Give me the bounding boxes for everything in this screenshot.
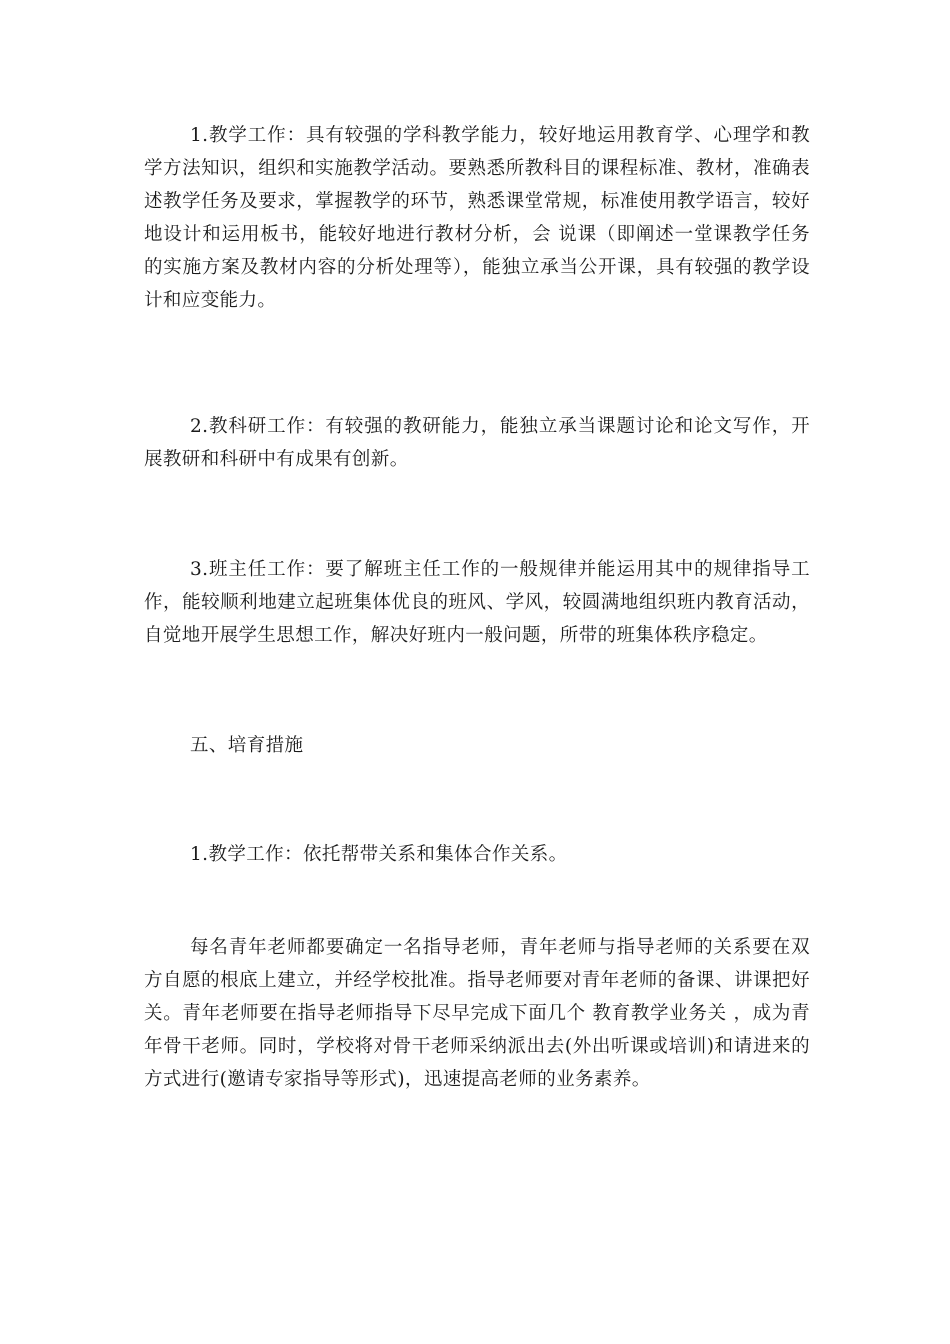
paragraph-mentor-system: 每名青年老师都要确定一名指导老师，青年老师与指导老师的关系要在双方自愿的根底上建立，并经学校批准。指导老师要对青年老师的备课、讲课把好关。青年老师要在指导老师指导下尽早完成下面几个 教育教学业务关 ，成为青年骨干老师。同时，学校将对骨干老师采纳派出去(外出听课或培训)和请进来的方式进行(邀请专家指导等形式)，迅速提高老师的业务素养。 [144, 937, 810, 1090]
section-heading-measures: 五、培育措施 [190, 735, 304, 756]
paragraph-teaching-work: 1.教学工作：具有较强的学科教学能力，较好地运用教育学、心理学和教学方法知识，组织和实施教学活动。要熟悉所教科目的课程标准、教材，准确表述教学任务及要求，掌握教学的环节，熟悉课堂常规，标准使用教学语言，较好地设计和运用板书，能较好地进行教材分析，会 说课（即阐述一堂课教学任务的实施方案及教材内容的分析处理等），能独立承当公开课，具有较强的教学设计和应变能力。 [144, 125, 810, 311]
paragraph-head-teacher-work: 3.班主任工作：要了解班主任工作的一般规律并能运用其中的规律指导工作，能较顺利地建立起班集体优良的班风、学风，较圆满地组织班内教育活动，自觉地开展学生思想工作，解决好班内一般问题，所带的班集体秩序稳定。 [144, 559, 810, 646]
paragraph-measures-teaching: 1.教学工作：依托帮带关系和集体合作关系。 [190, 844, 568, 865]
paragraph-research-work: 2.教科研工作：有较强的教研能力，能独立承当课题讨论和论文写作，开展教研和科研中有成果有创新。 [144, 416, 810, 470]
